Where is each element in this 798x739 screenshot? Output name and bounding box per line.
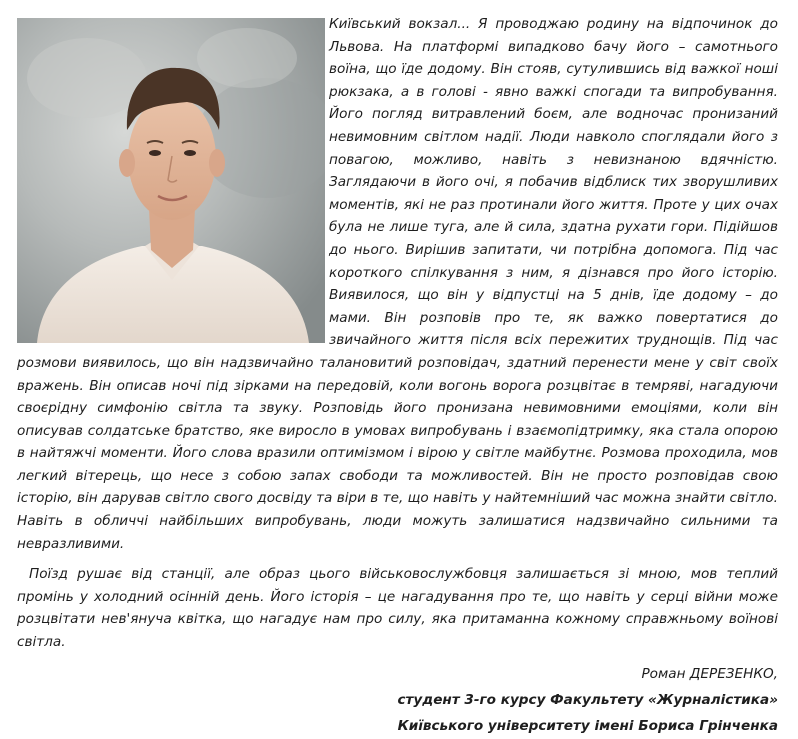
- article-paragraph-1: Київський вокзал... Я проводжаю родину на відпочинок до Львова. На платформі випадково бачу його – самотнього воїна, що їде додому. Він стояв, сутулившись від важкої ноші рюкзака, а в голові - явно важкі спогади та випробування. Його погляд витравлений боєм, але водночас пронизаний невимовним світлом надії. Люди навколо споглядали його з повагою, можливо, навіть з невизнаною вдячністю. Заглядаючи в його очі, я побачив відблиск тих зворушливих моментів, які не раз протинали його життя. Проте у цих очах була не лише туга, але й сила, здатна рухати гори. Підійшов до нього. Вирішив запитати, чи потрібна допомога. Під час короткого спілкування з ним, я дізнався про його історію. Виявилося, що він у відпустці на 5 днів, їде додому – до мами. Він розповів про те, як важко повертатися до звичайного життя після всіх пережитих труднощів. Під час розмови виявилось, що він надзвичайно талановитий розповідач, здатний перенести мене у світ своїх вражень. Він описав ночі під зірками на передовій, коли вогонь ворога розцвітає в темряві, нагадуючи своєрідну симфонію світла та звуку. Розповідь його пронизана невимовними емоціями, коли він описував солдатське братство, яке виросло в умовах випробувань і взаємопідтримку, яка стала опорою в найтяжчі моменти. Його слова вразили оптимізмом і вірою у світле майбутнє. Розмова проходила, мов легкий вітерець, що несе з собою запах свободи та можливостей. Він не просто розповідав свою історію, він дарував світло свого досвіду та віри в те, що навіть у найтемніший час можна знайти світло. Навіть в обличчі найбільших випробувань, люди можуть залишатися надзвичайно сильними та невразливими.: [17, 16, 778, 552]
- author-position: студент 3-го курсу Факультету «Журналістика»: [397, 691, 778, 708]
- author-photo: [17, 18, 325, 343]
- article-paragraph-2: Поїзд рушає від станції, але образ цього військовослужбовця залишається зі мною, мов теплий промінь у холодний осінній день. Його історія – це нагадування про те, що навіть у серці війни може розцвітати нев'януча квітка, що нагадує нам про силу, яка притаманна кожному справжньому воїнові світла.: [17, 566, 778, 651]
- author-name: Роман ДЕРЕЗЕНКО,: [641, 665, 778, 682]
- signature: [17, 661, 778, 739]
- article: [17, 13, 778, 739]
- author-portrait-image: [17, 18, 325, 343]
- author-university: Київського університету імені Бориса Грінченка: [397, 717, 778, 734]
